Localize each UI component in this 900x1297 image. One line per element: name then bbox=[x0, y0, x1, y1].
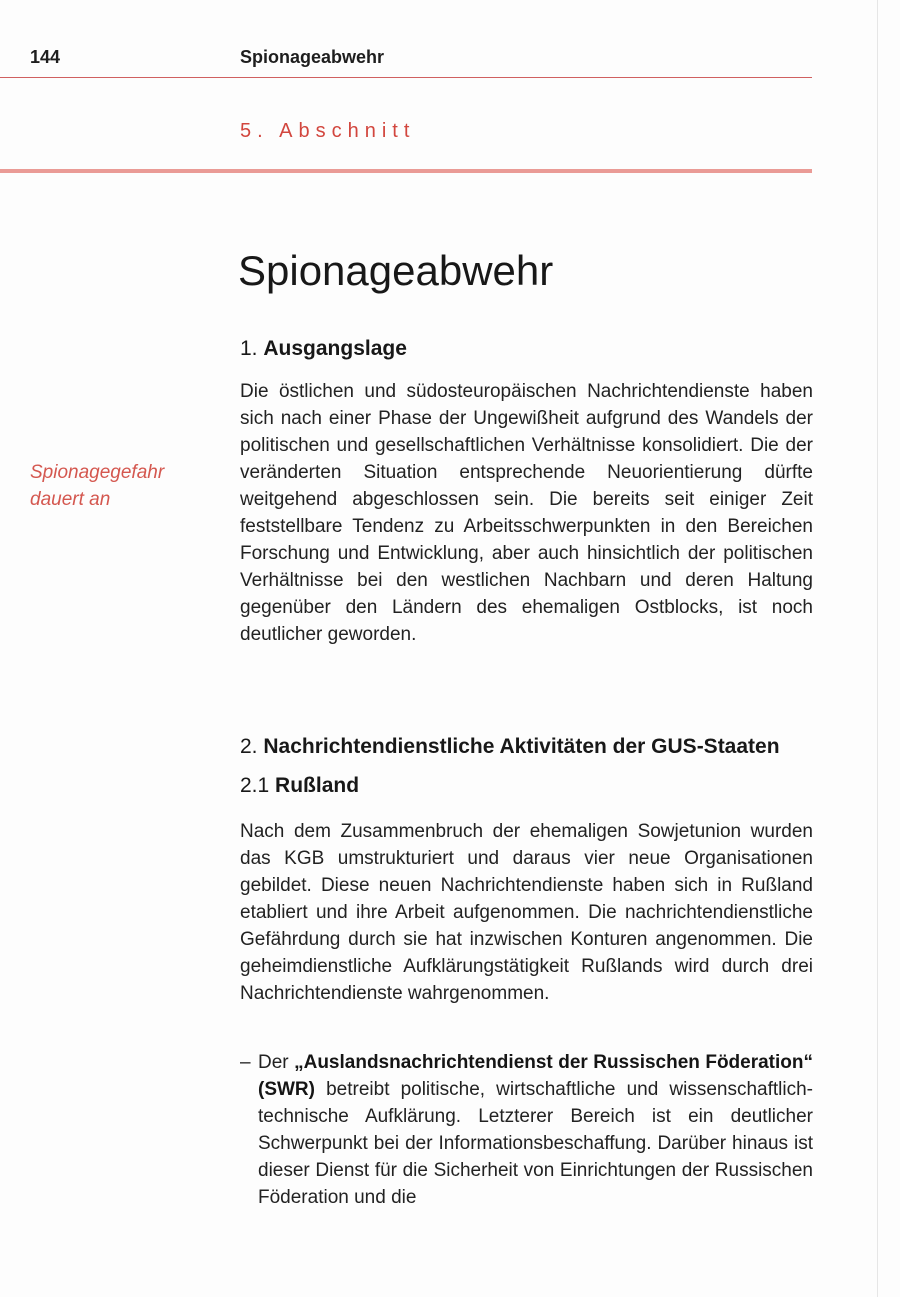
heading-text: Rußland bbox=[275, 774, 360, 797]
heading-number: 2.1 bbox=[240, 774, 270, 797]
heading-text: Ausgangslage bbox=[263, 337, 407, 360]
heading-gus-staaten bbox=[240, 735, 780, 759]
section-label: 5. Abschnitt bbox=[240, 120, 416, 142]
list-item-swr bbox=[240, 1049, 813, 1211]
list-item-text bbox=[258, 1049, 813, 1211]
margin-note-line-2: dauert an bbox=[30, 489, 111, 510]
list-item-bold: „Auslandsnachrichtendienst der Russischen Föderation“ (SWR) bbox=[258, 1052, 814, 1100]
heading-text: Nachrichtendienstliche Aktivitäten der GUS-Staaten bbox=[263, 735, 780, 758]
page-number: 144 bbox=[30, 47, 61, 67]
heading-ausgangslage bbox=[240, 337, 407, 361]
running-header-title: Spionageabwehr bbox=[240, 47, 385, 67]
chapter-title: Spionageabwehr bbox=[238, 247, 554, 294]
header-rule bbox=[0, 77, 812, 78]
list-item-rest: betreibt politische, wirtschaftliche und wissenschaftlich-technische Aufklärung. Letzterer Bereich ist ein deutlicher Schwerpunkt bei der Informationsbeschaffung. Darüber hinaus ist dieser Dienst für die Sicherheit von Einrichtungen der Russischen Föderation und die bbox=[258, 1079, 813, 1208]
page-edge-line bbox=[877, 0, 878, 1297]
heading-number: 2. bbox=[240, 735, 258, 758]
paragraph-ausgangslage: Die östlichen und südosteuropäischen Nachrichtendienste haben sich nach einer Phase der Ungewißheit aufgrund des Wandels der politischen und gesellschaftlichen Verhältnisse konsolidiert. Die der veränderten Situation entsprechende Neuorientierung dürfte weitgehend abgeschlossen sein. Die bereits seit einiger Zeit feststellbare Tendenz zu Arbeitsschwerpunkten in den Bereichen Forschung und Entwicklung, aber auch hinsichtlich der politischen Verhältnisse bei den westlichen Nachbarn und deren Haltung gegenüber den Ländern des ehemaligen Ostblocks, ist noch deutlicher geworden. bbox=[240, 381, 813, 645]
margin-note bbox=[30, 459, 220, 513]
heading-number: 1. bbox=[240, 337, 258, 360]
list-item-lead: Der bbox=[258, 1052, 289, 1073]
section-rule bbox=[0, 169, 812, 173]
margin-note-line-1: Spionagegefahr bbox=[30, 462, 165, 483]
paragraph-russland: Nach dem Zusammenbruch der ehemaligen Sowjetunion wurden das KGB umstrukturiert und daraus vier neue Organisationen gebildet. Diese neuen Nachrichtendienste haben sich in Rußland etabliert und ihre Arbeit aufgenommen. Die nachrichtendienstliche Gefährdung durch sie hat inzwischen Konturen angenommen. Die geheimdienstliche Aufklärungstätigkeit Rußlands wird durch drei Nachrichtendienste wahrgenommen. bbox=[240, 821, 813, 1004]
heading-russland bbox=[240, 774, 359, 798]
list-dash: – bbox=[240, 1052, 251, 1073]
